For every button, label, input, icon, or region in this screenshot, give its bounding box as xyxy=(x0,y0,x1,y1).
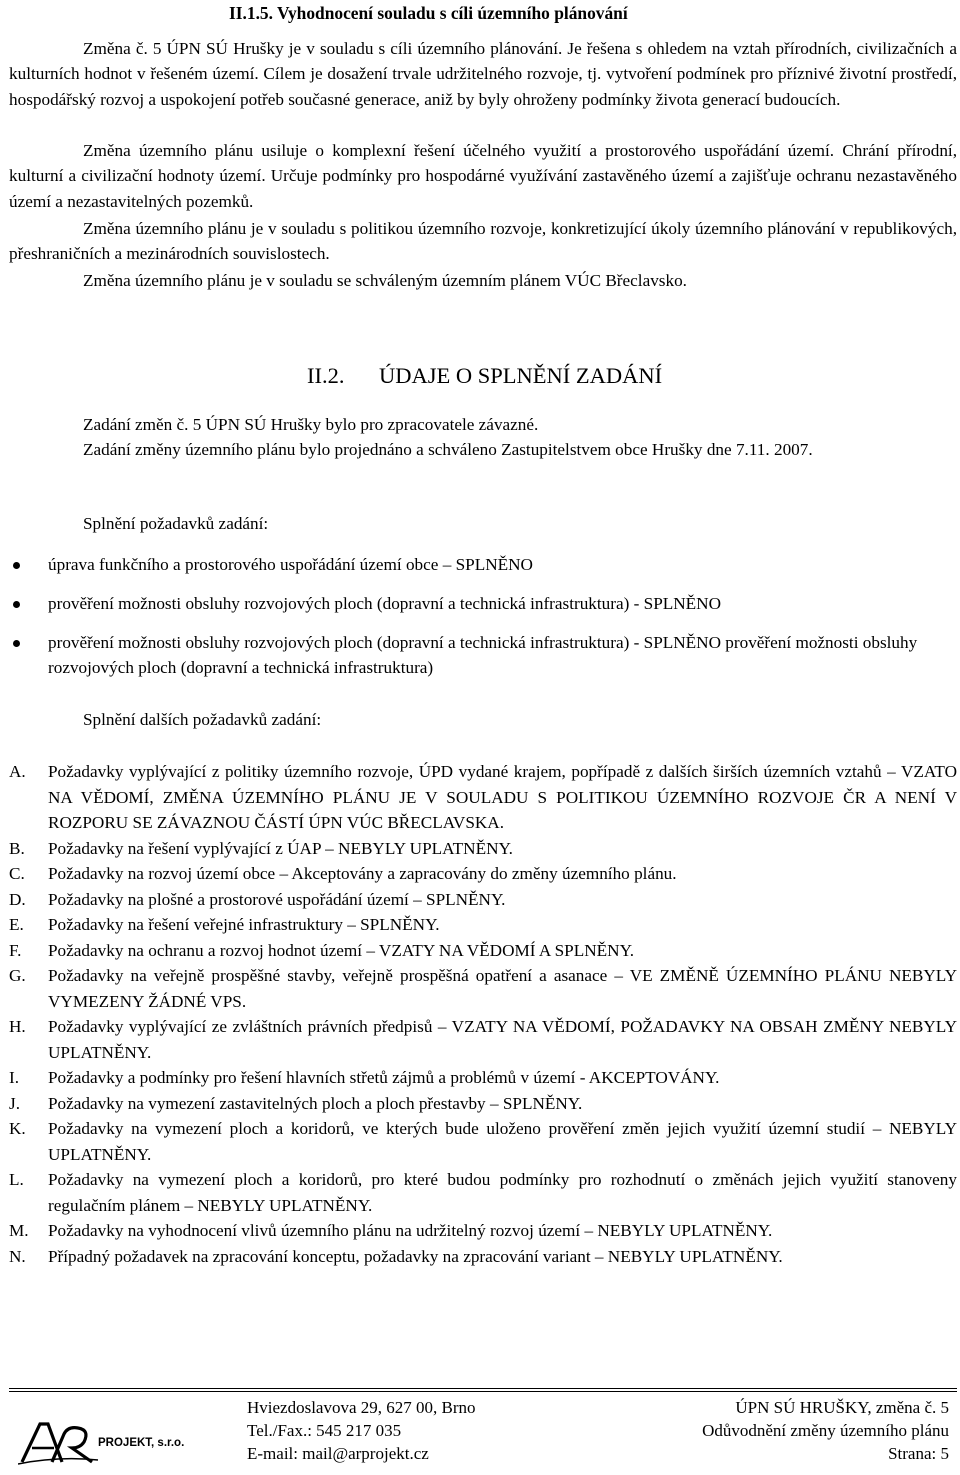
list-item-text: Požadavky na vymezení ploch a koridorů, pro které budou podmínky pro rozhodnutí o změnách jejich využití stanoveny regulačním plánem – NEBYLY UPLATNĚNY. xyxy=(48,1170,957,1215)
list-item xyxy=(9,861,957,887)
additional-requirements-list xyxy=(9,759,957,1269)
section-title: II.1.5. Vyhodnocení souladu s cíli územního plánování xyxy=(229,3,628,23)
footer-doc-title: ÚPN SÚ HRUŠKY, změna č. 5 xyxy=(735,1398,949,1417)
list-item-letter: I. xyxy=(9,1068,20,1087)
list-item-text: Požadavky na řešení vyplývající z ÚAP – NEBYLY UPLATNĚNY. xyxy=(48,838,513,858)
list-item xyxy=(9,938,957,964)
list-item-letter: C. xyxy=(9,864,25,883)
list-item xyxy=(9,1116,957,1167)
list-item xyxy=(9,1218,957,1244)
intro-paragraph-2: Změna územního plánu usiluje o komplexní řešení účelného využití a prostorového uspořádání území. Chrání přírodní, kulturní a civilizační hodnoty území. Určuje podmínky pro hospodárné využívání zastavěného území a zajišťuje ochranu nezastavěného území a nezastavitelných pozemků. xyxy=(9,141,957,211)
footer-document-info xyxy=(702,1396,949,1465)
bullet-icon xyxy=(13,562,20,569)
list-item-letter: N. xyxy=(9,1246,26,1266)
list-item xyxy=(9,1244,957,1270)
intro-paragraph-4: Změna územního plánu je v souladu se schváleným územním plánem VÚC Břeclavsko. xyxy=(83,271,687,290)
list-item xyxy=(9,759,957,836)
list-item xyxy=(9,630,957,680)
list-item-text: Požadavky vyplývající ze zvláštních právních předpisů – VZATY NA VĚDOMÍ, POŽADAVKY NA OBSAH ZMĚNY NEBYLY UPLATNĚNY. xyxy=(48,1017,957,1062)
list-item xyxy=(9,1167,957,1218)
requirements-bullet-list xyxy=(9,552,957,694)
list-item-letter: H. xyxy=(9,1017,26,1036)
list-item xyxy=(9,1065,957,1091)
list-item xyxy=(9,1091,957,1117)
list-item-letter: D. xyxy=(9,889,26,909)
list-item-letter: F. xyxy=(9,940,22,960)
list-item-text: úprava funkčního a prostorového uspořádání území obce – SPLNĚNO xyxy=(48,555,533,574)
list-item xyxy=(9,591,957,616)
zadani-line: Zadání změn č. 5 ÚPN SÚ Hrušky bylo pro zpracovatele závazné. xyxy=(83,415,539,434)
list-item-text: Požadavky na veřejně prospěšné stavby, veřejně prospěšná opatření a asanace – VE ZMĚNĚ ÚZEMNÍHO PLÁNU NEBYLY VYMEZENY ŽÁDNÉ VPS. xyxy=(48,966,957,1011)
footer-divider xyxy=(9,1388,957,1389)
list-item-text: Požadavky na ochranu a rozvoj hodnot území – VZATY NA VĚDOMÍ A SPLNĚNY. xyxy=(48,940,635,960)
list-item-letter: K. xyxy=(9,1119,26,1138)
list-item-letter: G. xyxy=(9,966,26,985)
list-item-text: Požadavky a podmínky pro řešení hlavních střetů zájmů a problémů v území - AKCEPTOVÁNY. xyxy=(48,1068,720,1087)
section-heading-title: ÚDAJE O SPLNĚNÍ ZADÁNÍ xyxy=(379,363,663,388)
list-item-text: Požadavky na plošné a prostorové uspořádání území – SPLNĚNY. xyxy=(48,889,506,909)
list-item xyxy=(9,912,957,938)
list-item-letter: E. xyxy=(9,915,24,934)
list-item-letter: M. xyxy=(9,1221,29,1240)
list-item-text: Požadavky na vyhodnocení vlivů územního plánu na udržitelný rozvoj území – NEBYLY UPLATNĚNY. xyxy=(48,1221,773,1240)
list-item-letter: B. xyxy=(9,838,25,858)
footer-phone: Tel./Fax.: 545 217 035 xyxy=(247,1421,402,1440)
logo-text: PROJEKT, s.r.o. xyxy=(98,1437,185,1449)
list-item-letter: A. xyxy=(9,762,26,781)
list-item-text: Požadavky vyplývající z politiky územního rozvoje, ÚPD vydané krajem, popřípadě z dalších širších územních vztahů – VZATO NA VĚDOMÍ, ZMĚNA ÚZEMNÍHO PLÁNU JE V SOULADU S POLITIKOU ÚZEMNÍHO ROZVOJE ČR A NENÍ V ROZPORU SE ZÁVAZNOU ČÁSTÍ ÚPN VÚC BŘECLAVSKA. xyxy=(48,762,957,832)
list-item-text: Případný požadavek na zpracování konceptu, požadavky na zpracování variant – NEBYLY UPLATNĚNY. xyxy=(48,1246,783,1266)
list-item xyxy=(9,963,957,1014)
list-item-text: Požadavky na vymezení ploch a koridorů, ve kterých bude uloženo prověření změn jejich využití územní studií – NEBYLY UPLATNĚNY. xyxy=(48,1119,957,1164)
list-item-text: Požadavky na vymezení zastavitelných ploch a ploch přestavby – SPLNĚNY. xyxy=(48,1093,583,1113)
list-item-letter: J. xyxy=(9,1093,20,1113)
list-item xyxy=(9,552,957,577)
list-item xyxy=(9,887,957,913)
section-heading xyxy=(307,362,662,390)
list-item-text: Požadavky na rozvoj území obce – Akceptovány a zapracovány do změny územního plánu. xyxy=(48,864,677,883)
bullet-icon xyxy=(13,601,20,608)
bullet-icon xyxy=(13,640,20,647)
zadani-paragraph: Zadání změny územního plánu bylo projednáno a schváleno Zastupitelstvem obce Hrušky dne 7.11. 2007. xyxy=(83,440,813,459)
footer-divider xyxy=(9,1391,957,1392)
list-item-text: prověření možnosti obsluhy rozvojových ploch (dopravní a technická infrastruktura) - SPLNĚNO xyxy=(48,594,722,613)
footer-address: Hviezdoslavova 29, 627 00, Brno xyxy=(247,1398,476,1417)
intro-paragraph-3: Změna územního plánu je v souladu s politikou územního rozvoje, konkretizující úkoly územního plánování v republikových, přeshraničních a mezinárodních souvislostech. xyxy=(9,219,957,264)
dalsi-label: Splnění dalších požadavků zadání: xyxy=(83,710,322,729)
intro-paragraph-1: Změna č. 5 ÚPN SÚ Hrušky je v souladu s cíli územního plánování. Je řešena s ohledem na vztah přírodních, civilizačních a kulturních hodnot v řešeném území. Cílem je dosažení trvale udržitelného rozvoje, tj. vytvoření podmínek pro příznivé životní prostředí, hospodářský rozvoj a uspokojení potřeb současné generace, aniž by byly ohroženy podmínky života generací budoucích. xyxy=(9,39,957,109)
list-item-letter: L. xyxy=(9,1170,24,1189)
list-item-text: prověření možnosti obsluhy rozvojových ploch (dopravní a technická infrastruktura) - SPLNĚNO prověření možnosti obsluhy rozvojových ploch (dopravní a technická infrastruktura) xyxy=(48,633,918,677)
footer-email: E-mail: mail@arprojekt.cz xyxy=(247,1444,429,1463)
list-item xyxy=(9,1014,957,1065)
list-item-text: Požadavky na řešení veřejné infrastruktury – SPLNĚNY. xyxy=(48,915,440,934)
section-heading-number: II.2. xyxy=(307,363,345,388)
footer-contact xyxy=(247,1396,476,1465)
splneni-label: Splnění požadavků zadání: xyxy=(83,514,269,533)
list-item xyxy=(9,836,957,862)
page-number: Strana: 5 xyxy=(888,1444,949,1463)
footer-doc-subtitle: Odůvodnění změny územního plánu xyxy=(702,1421,949,1440)
